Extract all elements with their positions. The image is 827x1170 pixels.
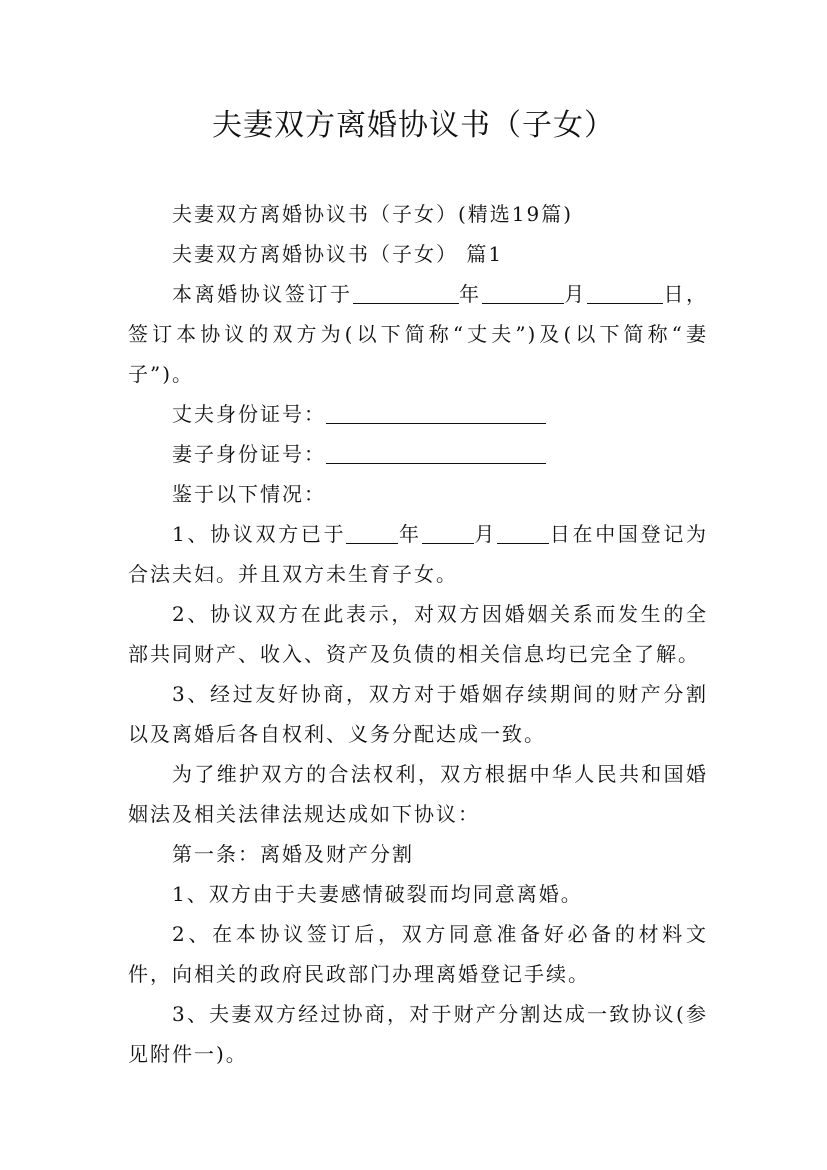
item1-prefix: 1、协议双方已于 (172, 522, 347, 546)
wife-id-label: 妻子身份证号： (172, 442, 326, 466)
article-1-item-2: 2、在本协议签订后，双方同意准备好必备的材料文件，向相关的政府民政部门办理离婚登记手续。 (128, 922, 708, 986)
year-blank (353, 283, 459, 304)
whereas-heading: 鉴于以下情况： (172, 482, 326, 506)
item1-month-label: 月 (473, 522, 498, 546)
husband-id-line (128, 394, 708, 434)
whereas-item-2: 2、协议双方在此表示，对双方因婚姻关系而发生的全部共同财产、收入、资产及负债的相关信息均已完全了解。 (128, 602, 708, 666)
article-1-item-3: 3、夫妻双方经过协商，对于财产分割达成一致协议(参见附件一)。 (128, 1002, 708, 1066)
purpose-paragraph: 为了维护双方的合法权利，双方根据中华人民共和国婚姻法及相关法律法规达成如下协议： (128, 762, 708, 826)
item1-suffix: 日在中国登记为合法夫妇。并且双方未生育子女。 (128, 522, 709, 586)
item1-day-blank (497, 523, 549, 544)
signing-year-label: 年 (458, 282, 482, 306)
day-blank (587, 283, 663, 304)
subtitle: 夫妻双方离婚协议书（子女）(精选19篇) (172, 202, 574, 226)
signing-month-label: 月 (563, 282, 587, 306)
item1-year-label: 年 (398, 522, 422, 546)
item1-month-blank (422, 523, 474, 544)
article-1-item-1: 1、双方由于夫妻感情破裂而均同意离婚。 (172, 882, 583, 906)
document-body (128, 194, 708, 1074)
husband-id-blank (326, 403, 546, 424)
document-title: 夫妻双方离婚协议书（子女） (212, 108, 615, 143)
whereas-item-3: 3、经过友好协商，双方对于婚姻存续期间的财产分割以及离婚后各自权利、义务分配达成一致。 (128, 682, 708, 746)
item1-year-blank (346, 523, 398, 544)
article-1-heading: 第一条：离婚及财产分割 (172, 842, 414, 866)
whereas-item-1 (128, 514, 708, 594)
husband-id-label: 丈夫身份证号： (172, 402, 326, 426)
signing-day-text: 日，签订本协议的双方为(以下简称“丈夫”)及(以下简称“妻子”)。 (128, 282, 709, 386)
signing-prefix: 本离婚协议签订于 (172, 282, 353, 306)
month-blank (482, 283, 564, 304)
wife-id-blank (326, 443, 546, 464)
signing-paragraph (128, 274, 708, 394)
section-heading: 夫妻双方离婚协议书（子女） 篇1 (172, 242, 504, 266)
wife-id-line (128, 434, 708, 474)
